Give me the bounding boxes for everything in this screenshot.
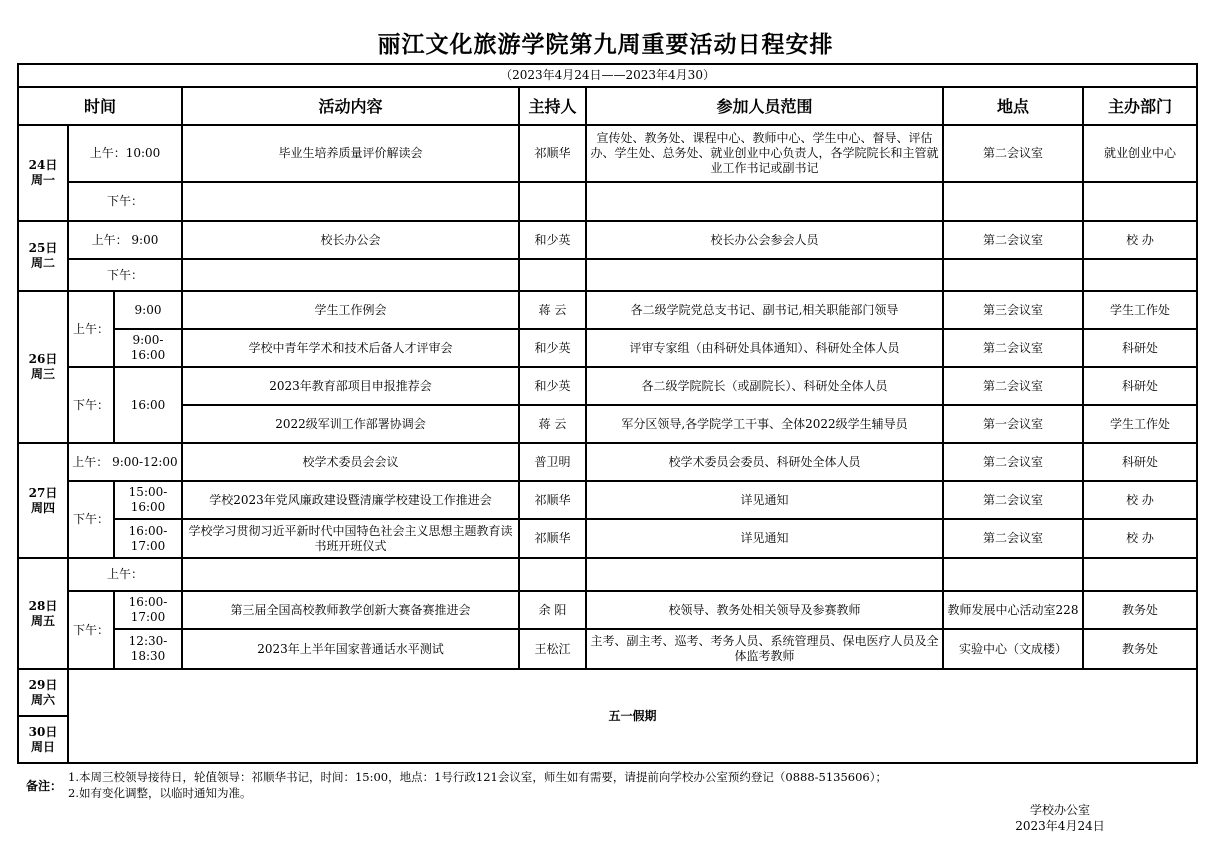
department-cell: 科研处 [1083,329,1197,367]
host-cell: 和少英 [519,367,586,405]
time-cell: 9:00 [114,291,182,329]
header-host: 主持人 [519,87,586,125]
weekday: 周四 [30,500,55,515]
time-cell: 上午： [68,558,182,591]
day-number: 28日 [28,598,58,613]
day-number: 30日 [28,724,58,739]
participants-cell: 各二级学院院长（或副院长）、科研处全体人员 [586,367,943,405]
host-cell: 普卫明 [519,443,586,481]
activity-cell [182,182,519,221]
location-cell: 第二会议室 [943,125,1083,182]
issuing-office: 学校办公室 [1029,803,1090,817]
time-cell: 下午： [68,259,182,291]
activity-cell: 2022级军训工作部署协调会 [182,405,519,443]
location-cell: 第二会议室 [943,329,1083,367]
day-cell-wed [18,291,68,443]
department-cell: 校 办 [1083,221,1197,259]
table-row [18,125,1197,182]
table-row [18,367,1197,405]
host-cell: 祁顺华 [519,125,586,182]
day-number: 25日 [28,241,58,255]
activity-cell: 校学术委员会会议 [182,443,519,481]
participants-cell: 校长办公会参会人员 [586,221,943,259]
activity-cell: 校长办公会 [182,221,519,259]
department-cell: 科研处 [1083,367,1197,405]
participants-cell: 主考、副主考、巡考、考务人员、系统管理员、保电医疗人员及全体监考教师 [586,629,943,669]
header-time: 时间 [18,87,182,125]
table-row [18,591,1197,629]
location-cell: 第二会议室 [943,519,1083,558]
am-label: 上午： [68,291,114,367]
header-department: 主办部门 [1083,87,1197,125]
host-cell [519,182,586,221]
table-row [18,443,1197,481]
table-row [18,629,1197,669]
activity-cell: 2023年上半年国家普通话水平测试 [182,629,519,669]
participants-cell: 校领导、教务处相关领导及参赛教师 [586,591,943,629]
participants-cell: 军分区领导,各学院学工干事、全体2022级学生辅导员 [586,405,943,443]
day-number: 29日 [28,677,58,692]
department-cell: 科研处 [1083,443,1197,481]
weekday: 周五 [30,613,55,628]
location-cell: 第二会议室 [943,443,1083,481]
location-cell [943,259,1083,291]
note-line-2: 2.如有变化调整，以临时通知为准。 [68,786,252,800]
time-cell: 15:00-16:00 [114,481,182,519]
time-cell: 16:00 [114,367,182,443]
participants-cell: 评审专家组（由科研处具体通知）、科研处全体人员 [586,329,943,367]
time-cell: 下午： [68,182,182,221]
location-cell: 实验中心（文成楼） [943,629,1083,669]
host-cell [519,259,586,291]
table-row [18,405,1197,443]
participants-cell: 宣传处、教务处、课程中心、教师中心、学生中心、督导、评估办、学生处、总务处、就业创业中心负责人，各学院院长和主管就业工作书记或副书记 [586,125,943,182]
pm-label: 下午： [68,591,114,669]
department-cell [1083,259,1197,291]
table-row [18,558,1197,591]
time-cell: 上午： 9:00 [68,221,182,259]
day-cell-sun [18,716,68,763]
department-cell: 校 办 [1083,481,1197,519]
activity-cell [182,259,519,291]
pm-label: 下午： [68,367,114,443]
weekday: 周日 [30,739,55,754]
notes-text [68,769,968,801]
issue-date: 2023年4月24日 [1015,819,1105,833]
header-content: 活动内容 [182,87,519,125]
host-cell: 和少英 [519,329,586,367]
day-number: 26日 [28,352,58,366]
participants-cell: 详见通知 [586,481,943,519]
table-row [18,329,1197,367]
department-cell: 学生工作处 [1083,405,1197,443]
header-location: 地点 [943,87,1083,125]
time-cell: 9:00-16:00 [114,329,182,367]
date-range: （2023年4月24日——2023年4月30） [18,64,1197,87]
table-row [18,259,1197,291]
day-number: 27日 [28,485,58,500]
host-cell: 和少英 [519,221,586,259]
location-cell: 第三会议室 [943,291,1083,329]
location-cell: 教师发展中心活动室228 [943,591,1083,629]
schedule-table [17,63,1198,764]
activity-cell: 毕业生培养质量评价解读会 [182,125,519,182]
table-row [18,669,1197,716]
department-cell: 教务处 [1083,629,1197,669]
day-cell-sat [18,669,68,716]
time-cell: 16:00-17:00 [114,519,182,558]
activity-cell: 学校2023年党风廉政建设暨清廉学校建设工作推进会 [182,481,519,519]
page-title: 丽江文化旅游学院第九周重要活动日程安排 [377,31,834,58]
host-cell: 余 阳 [519,591,586,629]
location-cell: 第二会议室 [943,367,1083,405]
host-cell: 祁顺华 [519,519,586,558]
time-cell: 12:30-18:30 [114,629,182,669]
weekday: 周三 [30,367,55,381]
table-row [18,291,1197,329]
department-cell [1083,558,1197,591]
participants-cell [586,558,943,591]
participants-cell: 各二级学院党总支书记、副书记,相关职能部门领导 [586,291,943,329]
holiday-cell: 五一假期 [68,669,1197,763]
day-cell-tue [18,221,68,291]
activity-cell [182,558,519,591]
department-cell: 教务处 [1083,591,1197,629]
footer [980,802,1140,834]
participants-cell: 校学术委员会委员、科研处全体人员 [586,443,943,481]
location-cell: 第二会议室 [943,481,1083,519]
host-cell: 蒋 云 [519,405,586,443]
department-cell [1083,182,1197,221]
weekday: 周一 [30,173,55,187]
table-row [18,519,1197,558]
weekday: 周二 [30,256,55,270]
day-cell-thu [18,443,68,558]
participants-cell [586,259,943,291]
day-number: 24日 [28,158,58,172]
location-cell [943,558,1083,591]
host-cell [519,558,586,591]
time-cell: 上午： 9:00-12:00 [68,443,182,481]
day-cell-mon [18,125,68,221]
location-cell: 第一会议室 [943,405,1083,443]
weekday: 周六 [30,692,55,707]
table-row [18,182,1197,221]
department-cell: 校 办 [1083,519,1197,558]
pm-label: 下午： [68,481,114,558]
activity-cell: 2023年教育部项目申报推荐会 [182,367,519,405]
activity-cell: 学校学习贯彻习近平新时代中国特色社会主义思想主题教育读书班开班仪式 [182,519,519,558]
time-cell: 16:00-17:00 [114,591,182,629]
host-cell: 王松江 [519,629,586,669]
table-row [18,481,1197,519]
activity-cell: 学校中青年学术和技术后备人才评审会 [182,329,519,367]
notes-label: 备注： [26,779,63,793]
host-cell: 祁顺华 [519,481,586,519]
participants-cell: 详见通知 [586,519,943,558]
participants-cell [586,182,943,221]
day-cell-fri [18,558,68,669]
header-participants: 参加人员范围 [586,87,943,125]
host-cell: 蒋 云 [519,291,586,329]
department-cell: 学生工作处 [1083,291,1197,329]
time-cell: 上午：10:00 [68,125,182,182]
department-cell: 就业创业中心 [1083,125,1197,182]
activity-cell: 学生工作例会 [182,291,519,329]
location-cell: 第二会议室 [943,221,1083,259]
location-cell [943,182,1083,221]
activity-cell: 第三届全国高校教师教学创新大赛备赛推进会 [182,591,519,629]
table-row [18,221,1197,259]
note-line-1: 1.本周三校领导接待日，轮值领导：祁顺华书记，时间：15:00，地点：1号行政121会议室，师生如有需要，请提前向学校办公室预约登记（0888-5135606）； [68,770,887,784]
